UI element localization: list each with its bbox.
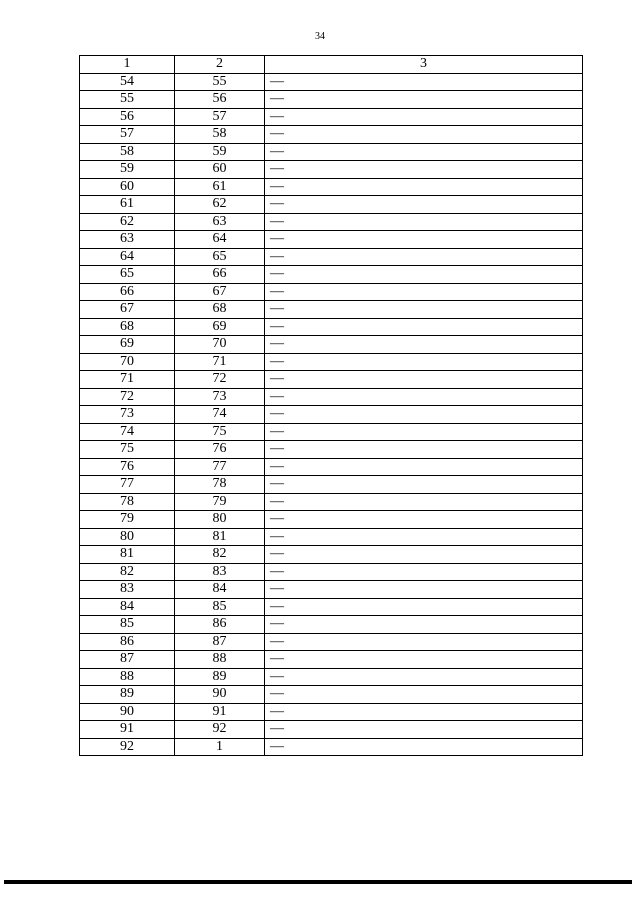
table-cell-col1: 82: [80, 563, 175, 581]
table-cell-col1: 72: [80, 388, 175, 406]
table-cell-col3: —: [265, 528, 583, 546]
table-cell-col3: —: [265, 301, 583, 319]
table-row: [80, 231, 583, 249]
table-cell-col3: —: [265, 476, 583, 494]
table-row: [80, 633, 583, 651]
table-cell-col2: 68: [175, 301, 265, 319]
table-row: [80, 703, 583, 721]
table-row: [80, 318, 583, 336]
table-cell-col2: 60: [175, 161, 265, 179]
table-cell-col2: 82: [175, 546, 265, 564]
table-cell-col2: 79: [175, 493, 265, 511]
table-cell-col2: 80: [175, 511, 265, 529]
table-cell-col1: 57: [80, 126, 175, 144]
table-cell-col3: —: [265, 493, 583, 511]
table-cell-col2: 84: [175, 581, 265, 599]
table-row: [80, 493, 583, 511]
table-cell-col2: 66: [175, 266, 265, 284]
table-row: [80, 511, 583, 529]
table-cell-col1: 58: [80, 143, 175, 161]
table-row: [80, 721, 583, 739]
table-cell-col2: 77: [175, 458, 265, 476]
table-row: [80, 126, 583, 144]
table-cell-col1: 92: [80, 738, 175, 756]
table-cell-col3: —: [265, 371, 583, 389]
table-cell-col3: —: [265, 668, 583, 686]
table-row: [80, 178, 583, 196]
table-row: [80, 616, 583, 634]
table-row: [80, 458, 583, 476]
table-cell-col1: 64: [80, 248, 175, 266]
table-cell-col2: 1: [175, 738, 265, 756]
table-row: [80, 686, 583, 704]
table-cell-col3: —: [265, 126, 583, 144]
table-row: [80, 161, 583, 179]
table-cell-col2: 76: [175, 441, 265, 459]
table-cell-col3: —: [265, 196, 583, 214]
table-cell-col3: —: [265, 91, 583, 109]
table-cell-col2: 62: [175, 196, 265, 214]
table-row: [80, 668, 583, 686]
table-cell-col2: 65: [175, 248, 265, 266]
table-cell-col3: —: [265, 266, 583, 284]
table-row: [80, 441, 583, 459]
table-cell-col2: 70: [175, 336, 265, 354]
table-row: [80, 73, 583, 91]
table-cell-col3: —: [265, 738, 583, 756]
data-table: [79, 55, 583, 756]
table-cell-col3: —: [265, 686, 583, 704]
column-header-2: 2: [175, 56, 265, 74]
table-cell-col3: —: [265, 73, 583, 91]
column-header-1: 1: [80, 56, 175, 74]
table-cell-col2: 69: [175, 318, 265, 336]
table-cell-col1: 56: [80, 108, 175, 126]
table-header-row: [80, 56, 583, 74]
table-cell-col2: 59: [175, 143, 265, 161]
table-cell-col1: 74: [80, 423, 175, 441]
table-row: [80, 143, 583, 161]
table-cell-col2: 83: [175, 563, 265, 581]
table-cell-col2: 72: [175, 371, 265, 389]
table-row: [80, 528, 583, 546]
table-cell-col3: —: [265, 161, 583, 179]
table-cell-col3: —: [265, 563, 583, 581]
table-row: [80, 248, 583, 266]
table-cell-col1: 90: [80, 703, 175, 721]
table-cell-col1: 83: [80, 581, 175, 599]
table-row: [80, 738, 583, 756]
table-cell-col3: —: [265, 546, 583, 564]
table-cell-col2: 58: [175, 126, 265, 144]
table-cell-col3: —: [265, 283, 583, 301]
table-cell-col2: 90: [175, 686, 265, 704]
table-cell-col3: —: [265, 318, 583, 336]
table-row: [80, 598, 583, 616]
table-cell-col1: 66: [80, 283, 175, 301]
table-cell-col2: 57: [175, 108, 265, 126]
table-cell-col1: 81: [80, 546, 175, 564]
table-row: [80, 651, 583, 669]
table-cell-col1: 76: [80, 458, 175, 476]
table-cell-col1: 84: [80, 598, 175, 616]
table-cell-col3: —: [265, 441, 583, 459]
table-cell-col3: —: [265, 511, 583, 529]
table-cell-col3: —: [265, 633, 583, 651]
table-cell-col3: —: [265, 581, 583, 599]
table-cell-col3: —: [265, 108, 583, 126]
table-row: [80, 388, 583, 406]
table-row: [80, 371, 583, 389]
table-row: [80, 546, 583, 564]
table-cell-col3: —: [265, 143, 583, 161]
table-cell-col1: 67: [80, 301, 175, 319]
table-cell-col1: 89: [80, 686, 175, 704]
table-cell-col1: 62: [80, 213, 175, 231]
table-cell-col2: 61: [175, 178, 265, 196]
table-cell-col3: —: [265, 406, 583, 424]
table-row: [80, 196, 583, 214]
table-cell-col2: 78: [175, 476, 265, 494]
table-cell-col1: 54: [80, 73, 175, 91]
table-cell-col3: —: [265, 721, 583, 739]
table-cell-col3: —: [265, 213, 583, 231]
table-cell-col1: 61: [80, 196, 175, 214]
table-row: [80, 336, 583, 354]
table-cell-col1: 86: [80, 633, 175, 651]
table-cell-col1: 75: [80, 441, 175, 459]
table-cell-col2: 75: [175, 423, 265, 441]
table-cell-col2: 67: [175, 283, 265, 301]
table-row: [80, 353, 583, 371]
table-cell-col1: 88: [80, 668, 175, 686]
table-row: [80, 581, 583, 599]
table-cell-col2: 89: [175, 668, 265, 686]
table-cell-col1: 60: [80, 178, 175, 196]
table-cell-col2: 92: [175, 721, 265, 739]
table-cell-col2: 63: [175, 213, 265, 231]
table-cell-col2: 85: [175, 598, 265, 616]
table-cell-col2: 73: [175, 388, 265, 406]
table-row: [80, 476, 583, 494]
table-cell-col3: —: [265, 231, 583, 249]
table-row: [80, 213, 583, 231]
table-cell-col3: —: [265, 651, 583, 669]
table-cell-col3: —: [265, 388, 583, 406]
table-cell-col3: —: [265, 423, 583, 441]
table-row: [80, 563, 583, 581]
table-row: [80, 108, 583, 126]
table-row: [80, 91, 583, 109]
table-cell-col1: 63: [80, 231, 175, 249]
table-cell-col3: —: [265, 598, 583, 616]
table-row: [80, 406, 583, 424]
table-cell-col3: —: [265, 178, 583, 196]
column-header-3: 3: [265, 56, 583, 74]
table-cell-col1: 91: [80, 721, 175, 739]
table-cell-col2: 81: [175, 528, 265, 546]
table-cell-col1: 80: [80, 528, 175, 546]
table-cell-col2: 91: [175, 703, 265, 721]
table-cell-col1: 65: [80, 266, 175, 284]
table-row: [80, 423, 583, 441]
table-cell-col2: 55: [175, 73, 265, 91]
table-cell-col1: 73: [80, 406, 175, 424]
table-cell-col1: 77: [80, 476, 175, 494]
table-cell-col2: 56: [175, 91, 265, 109]
table-cell-col1: 68: [80, 318, 175, 336]
table-cell-col3: —: [265, 336, 583, 354]
page-number: 34: [315, 31, 325, 42]
table-cell-col1: 71: [80, 371, 175, 389]
table-cell-col1: 55: [80, 91, 175, 109]
table-cell-col3: —: [265, 353, 583, 371]
table-cell-col1: 69: [80, 336, 175, 354]
table-cell-col1: 59: [80, 161, 175, 179]
table-cell-col1: 70: [80, 353, 175, 371]
table-body: [80, 73, 583, 756]
table-cell-col2: 88: [175, 651, 265, 669]
table-cell-col2: 86: [175, 616, 265, 634]
table-cell-col2: 64: [175, 231, 265, 249]
table-cell-col3: —: [265, 458, 583, 476]
table-cell-col2: 87: [175, 633, 265, 651]
table-cell-col2: 74: [175, 406, 265, 424]
table-cell-col2: 71: [175, 353, 265, 371]
table-cell-col3: —: [265, 703, 583, 721]
table-row: [80, 283, 583, 301]
table-row: [80, 301, 583, 319]
table-cell-col1: 79: [80, 511, 175, 529]
table-cell-col3: —: [265, 616, 583, 634]
table-row: [80, 266, 583, 284]
table-cell-col1: 78: [80, 493, 175, 511]
bottom-rule: [4, 880, 632, 884]
table-cell-col1: 87: [80, 651, 175, 669]
table-cell-col3: —: [265, 248, 583, 266]
table-cell-col1: 85: [80, 616, 175, 634]
